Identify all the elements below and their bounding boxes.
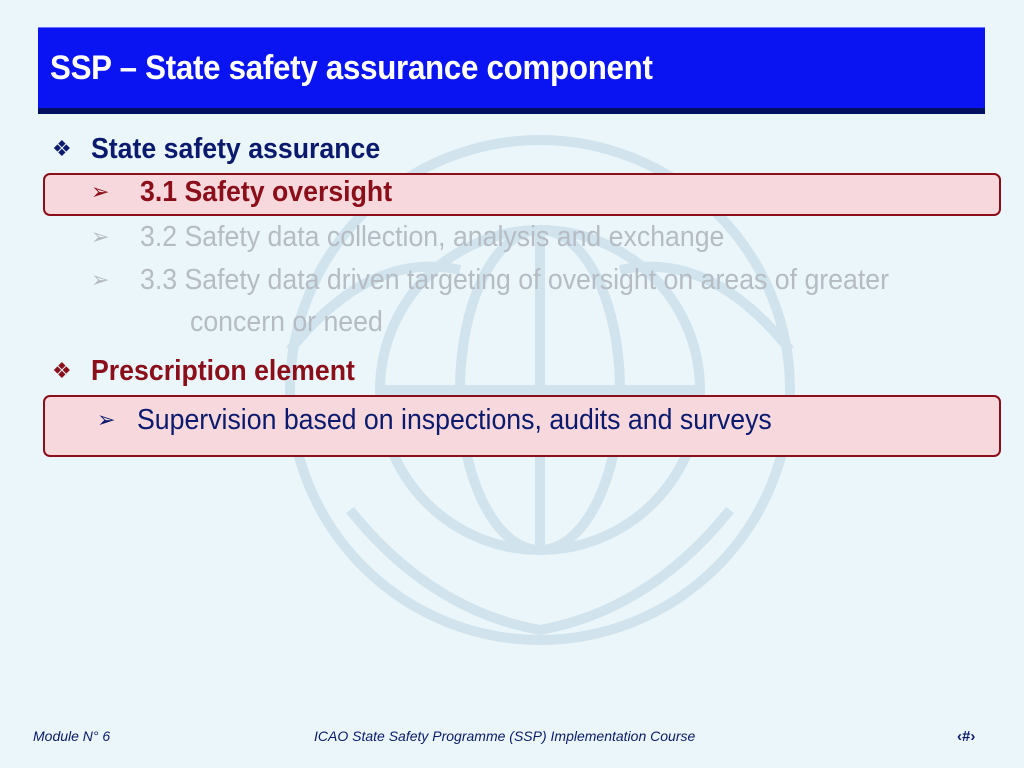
item-safety-data-collection: 3.2 Safety data collection, analysis and exchange	[140, 221, 725, 253]
diamond-bullet-icon: ❖	[52, 137, 72, 162]
title-bar	[38, 27, 985, 108]
footer-course: ICAO State Safety Programme (SSP) Implementation Course	[314, 728, 696, 744]
item-safety-data-targeting-continued: concern or need	[190, 306, 383, 338]
arrow-bullet-icon: ➢	[91, 225, 110, 250]
item-safety-oversight: 3.1 Safety oversight	[140, 176, 393, 208]
section-heading-state-safety-assurance: State safety assurance	[91, 133, 381, 165]
arrow-bullet-icon: ➢	[91, 180, 110, 205]
item-safety-data-targeting: 3.3 Safety data driven targeting of oversight on areas of greater	[140, 264, 889, 296]
arrow-bullet-icon: ➢	[97, 408, 116, 433]
diamond-bullet-icon: ❖	[52, 359, 72, 384]
section-heading-prescription-element: Prescription element	[91, 355, 355, 387]
footer-module: Module N° 6	[33, 728, 111, 744]
title-underline	[38, 108, 985, 114]
slide-title: SSP – State safety assurance component	[50, 49, 653, 87]
footer-page-number: ‹#›	[957, 728, 976, 745]
item-supervision: Supervision based on inspections, audits and surveys	[137, 404, 772, 436]
arrow-bullet-icon: ➢	[91, 268, 110, 293]
